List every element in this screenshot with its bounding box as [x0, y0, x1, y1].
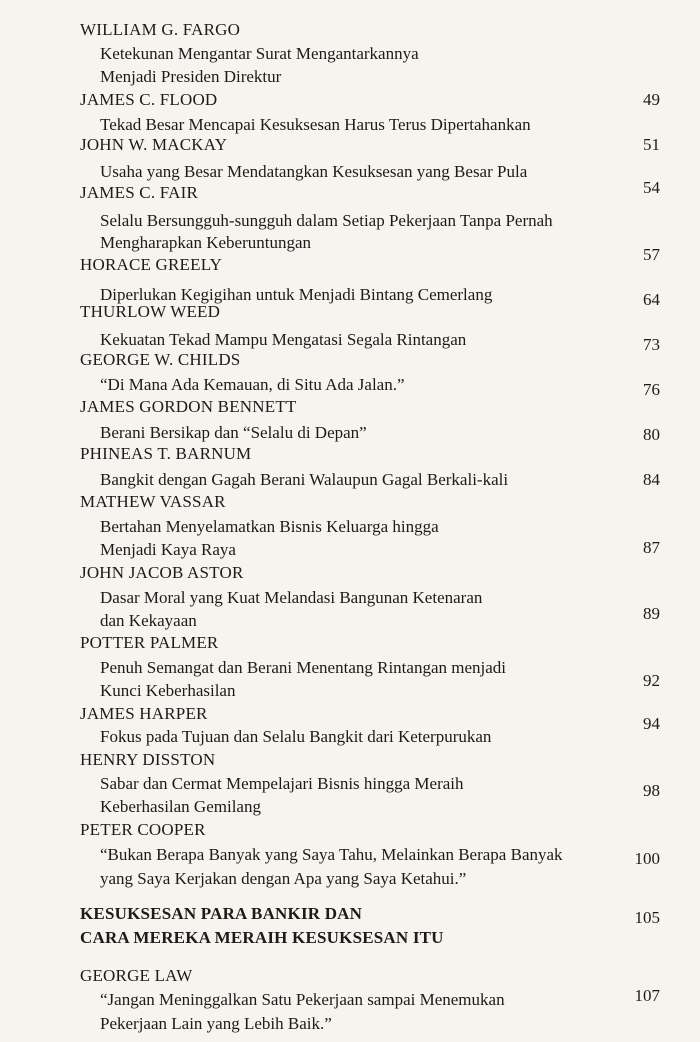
- page-number: 57: [643, 245, 660, 264]
- page-number: 98: [643, 781, 660, 800]
- page-number: 54: [643, 178, 660, 197]
- section-title-line: KESUKSESAN PARA BANKIR DAN: [80, 904, 363, 923]
- entry-name: JAMES HARPER: [80, 704, 208, 723]
- entry-name: HENRY DISSTON: [80, 750, 216, 769]
- page-number: 64: [643, 290, 660, 309]
- entry-desc: Diperlukan Kegigihan untuk Menjadi Bintang Cemerlang: [100, 285, 493, 304]
- entry-desc: yang Saya Kerjakan dengan Apa yang Saya Ketahui.”: [100, 869, 467, 888]
- entry-desc: Berani Bersikap dan “Selalu di Depan”: [100, 423, 367, 442]
- entry-desc: Bangkit dengan Gagah Berani Walaupun Gagal Berkali-kali: [100, 470, 509, 489]
- page-number: 76: [643, 380, 660, 399]
- entry-name: JOHN W. MACKAY: [80, 135, 228, 154]
- entry-desc: Mengharapkan Keberuntungan: [100, 233, 312, 252]
- page-number: 84: [643, 470, 660, 489]
- entry-name: THURLOW WEED: [80, 302, 221, 321]
- page-number: 73: [643, 335, 660, 354]
- page-number: 92: [643, 671, 660, 690]
- entry-desc: Fokus pada Tujuan dan Selalu Bangkit dari Keterpurukan: [100, 727, 492, 746]
- entry-name: WILLIAM G. FARGO: [80, 20, 241, 39]
- entry-desc: Bertahan Menyelamatkan Bisnis Keluarga hingga: [100, 517, 439, 536]
- page-number: 107: [634, 986, 660, 1005]
- page-number: 49: [643, 90, 660, 109]
- entry-name: HORACE GREELY: [80, 255, 223, 274]
- entry-desc: “Bukan Berapa Banyak yang Saya Tahu, Melainkan Berapa Banyak: [100, 845, 563, 864]
- entry-desc: Sabar dan Cermat Mempelajari Bisnis hingga Meraih: [100, 774, 464, 793]
- entry-name: JAMES GORDON BENNETT: [80, 397, 297, 416]
- entry-desc: Menjadi Kaya Raya: [100, 540, 236, 559]
- entry-desc: dan Kekayaan: [100, 611, 197, 630]
- entry-desc: Dasar Moral yang Kuat Melandasi Bangunan Ketenaran: [100, 588, 483, 607]
- entry-name: MATHEW VASSAR: [80, 492, 226, 511]
- entry-desc: Kekuatan Tekad Mampu Mengatasi Segala Rintangan: [100, 330, 467, 349]
- entry-desc: Kunci Keberhasilan: [100, 681, 236, 700]
- section-page-number: 105: [634, 908, 660, 927]
- entry-desc: Keberhasilan Gemilang: [100, 797, 261, 816]
- entry-name: PETER COOPER: [80, 820, 206, 839]
- page-number: 51: [643, 135, 660, 154]
- entry-desc: Usaha yang Besar Mendatangkan Kesuksesan yang Besar Pula: [100, 162, 528, 181]
- entry-desc: “Jangan Meninggalkan Satu Pekerjaan sampai Menemukan: [100, 990, 505, 1009]
- page-number: 80: [643, 425, 660, 444]
- entry-name: JOHN JACOB ASTOR: [80, 563, 244, 582]
- entry-desc: Pekerjaan Lain yang Lebih Baik.”: [100, 1014, 332, 1033]
- section-title-line: CARA MEREKA MERAIH KESUKSESAN ITU: [80, 928, 444, 947]
- entry-desc: Selalu Bersungguh-sungguh dalam Setiap Pekerjaan Tanpa Pernah: [100, 211, 553, 230]
- entry-desc: Ketekunan Mengantar Surat Mengantarkannya: [100, 44, 419, 63]
- page-number: 89: [643, 604, 660, 623]
- entry-desc: Menjadi Presiden Direktur: [100, 67, 282, 86]
- page-number: 94: [643, 714, 660, 733]
- entry-name: JAMES C. FLOOD: [80, 90, 218, 109]
- entry-desc: “Di Mana Ada Kemauan, di Situ Ada Jalan.”: [100, 375, 405, 394]
- entry-name: GEORGE LAW: [80, 966, 193, 985]
- entry-name: POTTER PALMER: [80, 633, 219, 652]
- entry-desc: Tekad Besar Mencapai Kesuksesan Harus Terus Dipertahankan: [100, 115, 531, 134]
- entry-name: GEORGE W. CHILDS: [80, 350, 241, 369]
- page-number: 87: [643, 538, 660, 557]
- entry-desc: Penuh Semangat dan Berani Menentang Rintangan menjadi: [100, 658, 507, 677]
- page-number: 100: [634, 849, 660, 868]
- entry-name: PHINEAS T. BARNUM: [80, 444, 252, 463]
- entry-name: JAMES C. FAIR: [80, 183, 199, 202]
